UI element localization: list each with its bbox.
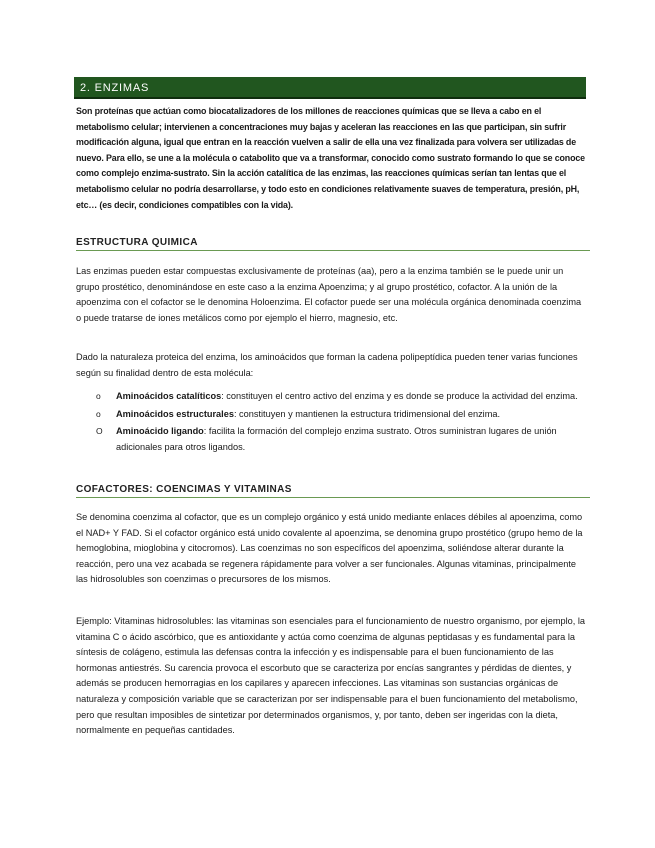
cofactores-paragraph-1: Se denomina coenzima al cofactor, que es un complejo orgánico y está unido mediante enlaces débiles al apoenzima, como el NAD+ Y FAD. Si el cofactor orgánico está unido covalente al apoenzima, se denomina grupo prostético (grupo hemo de la hemoglobina, mioglobina y citocromos). Las coenzimas no son específicos del apoenzima, soliéndose alterar durante la reacción, pero una vez acabada se regenera rápidamente para volver a ser funcionales. Algunas vitaminas, principalmente las hidrosolubles son coenzimas o precursores de los mismos.: [76, 512, 583, 585]
estructura-paragraph-2: Dado la naturaleza proteica del enzima, los aminoácidos que forman la cadena polipeptídica pueden tener varias funciones según su finalidad dentro de esta molécula:: [76, 352, 578, 378]
list-item: [96, 389, 586, 405]
bullet-icon: o: [96, 408, 101, 419]
bullet-term: Aminoácidos catalíticos: [116, 391, 222, 401]
bullet-text: : constituyen y mantienen la estructura tridimensional del enzima.: [233, 408, 501, 419]
cofactores-paragraph-2: Ejemplo: Vitaminas hidrosolubles: las vitaminas son esenciales para el funcionamiento de nuestro organismo, por ejemplo, la vitamina C o ácido ascórbico, que es antioxidante y actúa como coenzima de algunas peptidasas y es fundamental para la síntesis de colágeno, estimula las defensas contra la infección y es indispensable para el buen funcionamiento de las hormonas antiestrés. Su carencia provoca el escorbuto que se caracteriza por encías sangrantes y pérdidas de dientes, y además se producen hemorragias en los capilares y aparecen infecciones. Las vitaminas son sustancias orgánicas de naturaleza y composición variable que se caracterizan por ser indispensable para el buen funcionamiento del metabolismo, pero que resultan imposibles de sintetizar por determinados organismos, y, por tanto, deben ser ingeridas con la dieta, normalmente en pequeñas cantidades.: [76, 616, 585, 736]
aminoacid-function-list: [96, 389, 586, 457]
bullet-text: : constituyen el centro activo del enzima y es donde se produce la actividad del enzima.: [221, 391, 578, 401]
bullet-text: : facilita la formación del complejo enzima sustrato. Otros suministran lugares de unión adicionales para otros ligandos.: [116, 426, 557, 452]
list-item: [96, 407, 586, 423]
bullet-term: Aminoácidos estructurales: [116, 408, 234, 419]
estructura-paragraph-1: Las enzimas pueden estar compuestas exclusivamente de proteínas (aa), pero a la enzima también se le puede unir un grupo prostético, denominándose en este caso a la enzima Apoenzima; y al grupo prostético, cofactor. A la unión de la apoenzima con el cofactor se le denomina Holoenzima. El cofactor puede ser una molécula orgánica denominada coenzima o puede tratarse de iones metálicos como por ejemplo el hierro, magnesio, etc.: [76, 266, 582, 323]
bullet-icon: o: [96, 391, 101, 401]
bullet-icon: O: [96, 426, 103, 437]
bullet-term: Aminoácido ligando: [116, 426, 204, 437]
section-banner: 2. ENZIMAS: [74, 77, 586, 99]
list-item: [96, 424, 586, 455]
intro-paragraph: Son proteínas que actúan como biocatalizadores de los millones de reacciones químicas que se lleva a cabo en el metabolismo celular; intervienen a concentraciones muy bajas y aceleran las reacciones en las que participan, sin sufrir modificación alguna, igual que entran en la reacción vuelven a salir de ella una vez finalizada para volvera ser utilizadas de nuevo. Para ello, se une a la molécula o catabolito que va a transformar, conocido como sustrato formando lo que se conoce como complejo enzima-sustrato. Sin la acción catalítica de las enzimas, las reacciones químicas serían tan lentas que el metabolismo celular no podría desarrollarse, y todo esto en condiciones relativamente suaves de temperatura, presión, pH, etc… (es decir, condiciones compatibles con la vida).: [76, 106, 585, 210]
heading-estructura-quimica: ESTRUCTURA QUIMICA: [76, 237, 590, 251]
heading-cofactores: COFACTORES: COENCIMAS Y VITAMINAS: [76, 484, 590, 498]
